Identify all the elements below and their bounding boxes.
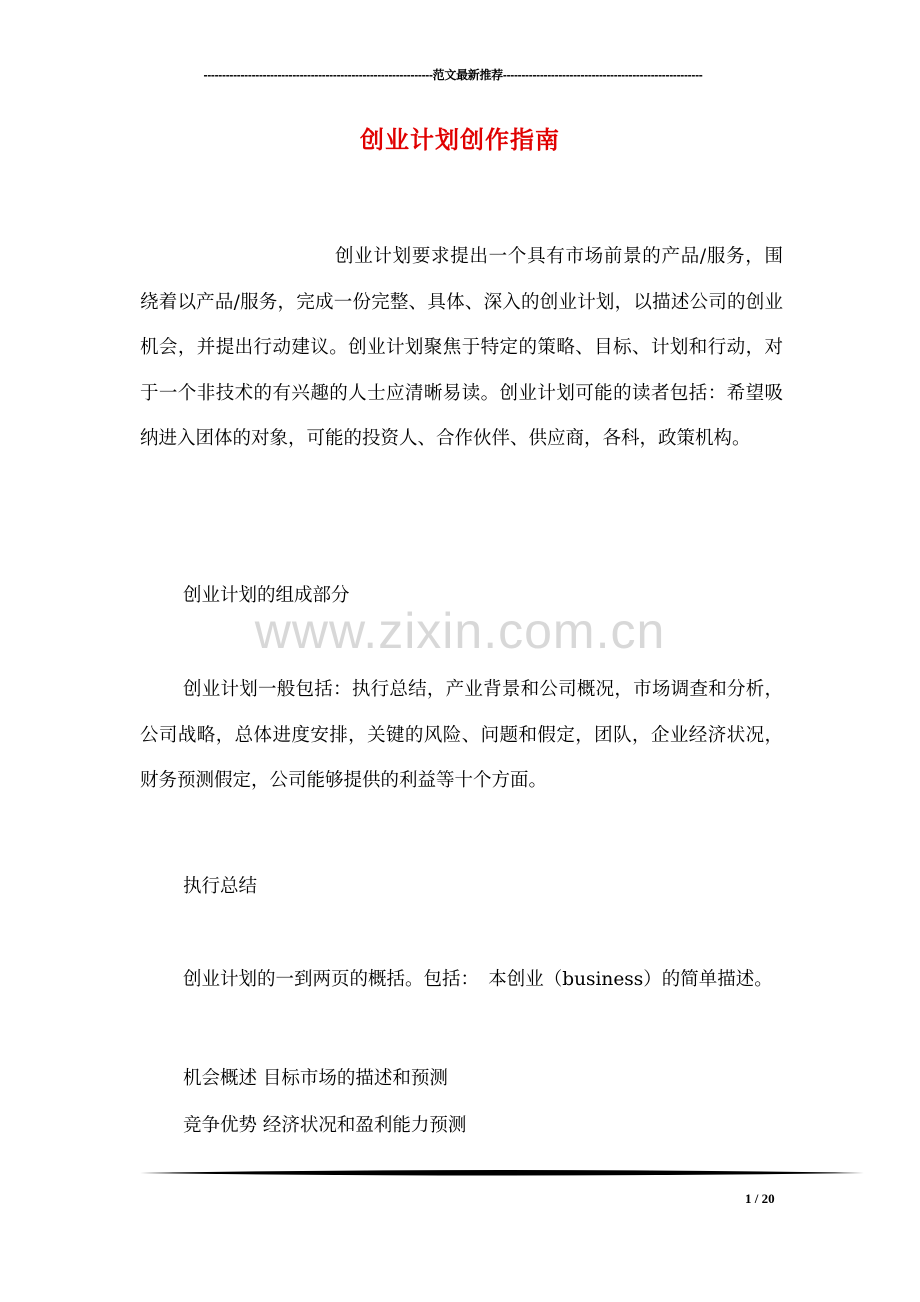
summary-line-competition: 竞争优势 经济状况和盈利能力预测 (183, 1115, 467, 1136)
page-header: --------------------------------------------------------------范文最新推荐------------------------------------------------------ (203, 68, 703, 82)
page-number: 1 / 20 (745, 1191, 775, 1206)
executive-summary-paragraph: 创业计划的一到两页的概括。包括： 本创业（business）的简单描述。 (183, 969, 773, 990)
watermark: www.zixin.com.cn (254, 603, 666, 659)
components-paragraph: 创业计划一般包括：执行总结，产业背景和公司概况，市场调查和分析，公司战略，总体进度安排，关键的风险、问题和假定，团队，企业经济状况，财务预测假定，公司能够提供的利益等十个方面。 (140, 679, 783, 791)
section-heading-executive-summary: 执行总结 (183, 876, 258, 897)
section-heading-components: 创业计划的组成部分 (183, 585, 350, 606)
intro-paragraph: 创业计划要求提出一个具有市场前景的产品/服务，围绕着以产品/服务，完成一份完整、具体、深入的创业计划，以描述公司的创业机会，并提出行动建议。创业计划聚焦于特定的策略、目标、计划和行动，对于一个非技术的有兴趣的人士应清晰易读。创业计划可能的读者包括：希望吸纳进入团体的对象，可能的投资人、合作伙伴、供应商，各科，政策机构。 (140, 246, 783, 449)
footer-rule (140, 1168, 864, 1178)
summary-line-opportunity: 机会概述 目标市场的描述和预测 (183, 1068, 448, 1089)
document-title: 创业计划创作指南 (360, 125, 560, 154)
